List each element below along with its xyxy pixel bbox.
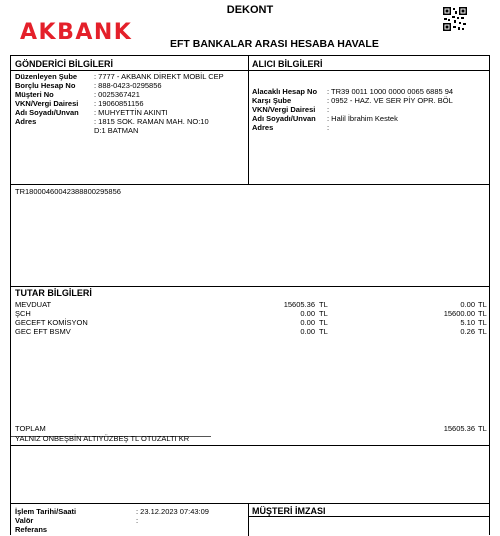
transaction-reference: TR18000460042388800295856	[15, 187, 121, 196]
footer-divider	[248, 503, 249, 536]
document-subtitle: EFT BANKALAR ARASI HESABA HAVALE	[170, 38, 379, 50]
receiver-section-title: ALICI BİLGİLERİ	[252, 59, 323, 69]
amounts-section-bottom-line	[11, 445, 489, 446]
qr-code-icon	[442, 6, 468, 32]
amount-row: MEVDUAT 15605.36 TL 0.00 TL	[15, 300, 487, 309]
signature-title-underline	[248, 516, 489, 517]
party-divider	[248, 56, 249, 184]
document-title: DEKONT	[226, 4, 274, 16]
receiver-title-underline	[248, 70, 489, 71]
amount-in-words: YALNIZ ONBEŞBİN ALTIYÜZBEŞ TL OTUZALTI KR	[15, 434, 190, 443]
sender-title-underline	[11, 70, 248, 71]
amount-row: ŞCH 0.00 TL 15600.00 TL	[15, 309, 487, 318]
sender-section-title: GÖNDERİCİ BİLGİLERİ	[15, 59, 114, 69]
receipt-frame: GÖNDERİCİ BİLGİLERİ ALICI BİLGİLERİ Düzenleyen Şube : 7777 - AKBANK DİREKT MOBİL CEP Borçlu Hesap No : 888-0423-0295856 Müşteri No : 0025367421 VKN/Vergi Dairesi : 19060851156 Adı Soyadı/Unvan : MUHYETTİN AKINTI Adres : 1815 SOK. RAMAN MAH. NO:10 D:1 BATMAN Alacaklı Hesap No : TR39 0011 1000 0000 0065 6885 94 Karşı Şube : 0952 - HAZ. VE SER PİY OPR. BÖL VKN/Vergi Dairesi : Adı Soyadı/Unvan : Halil İbrahim Kestek Adres : TR18000460042388800295856 TUTAR BİLGİLERİ MEVDUAT 15605.36 TL 0.00 TL ŞCH 0.00 TL 15600.00 TL GECEFT KOMİSYON 0.00 TL 5.10 TL GEC EFT BSMV 0.00 TL 0.26 TL TOPLAM 15605.36 TL YALNIZ ONBEŞBİN ALTIYÜZBEŞ TL OTUZALTI KR İşlem Tarihi/Saati : 23.12.2023 07:43:09 Valör : Referans MÜŞTERİ İMZASI	[10, 55, 490, 535]
amounts-section-top-line	[11, 286, 489, 287]
bank-logo: AKBANK	[20, 20, 133, 45]
footer-section-top-line	[11, 503, 489, 504]
amount-row: GECEFT KOMİSYON 0.00 TL 5.10 TL	[15, 318, 487, 327]
party-section-bottom-line	[11, 184, 489, 185]
amounts-section-title: TUTAR BİLGİLERİ	[15, 288, 92, 298]
amount-row: GEC EFT BSMV 0.00 TL 0.26 TL	[15, 327, 487, 336]
receipt-header	[10, 0, 490, 55]
customer-signature-title: MÜŞTERİ İMZASI	[252, 506, 326, 516]
